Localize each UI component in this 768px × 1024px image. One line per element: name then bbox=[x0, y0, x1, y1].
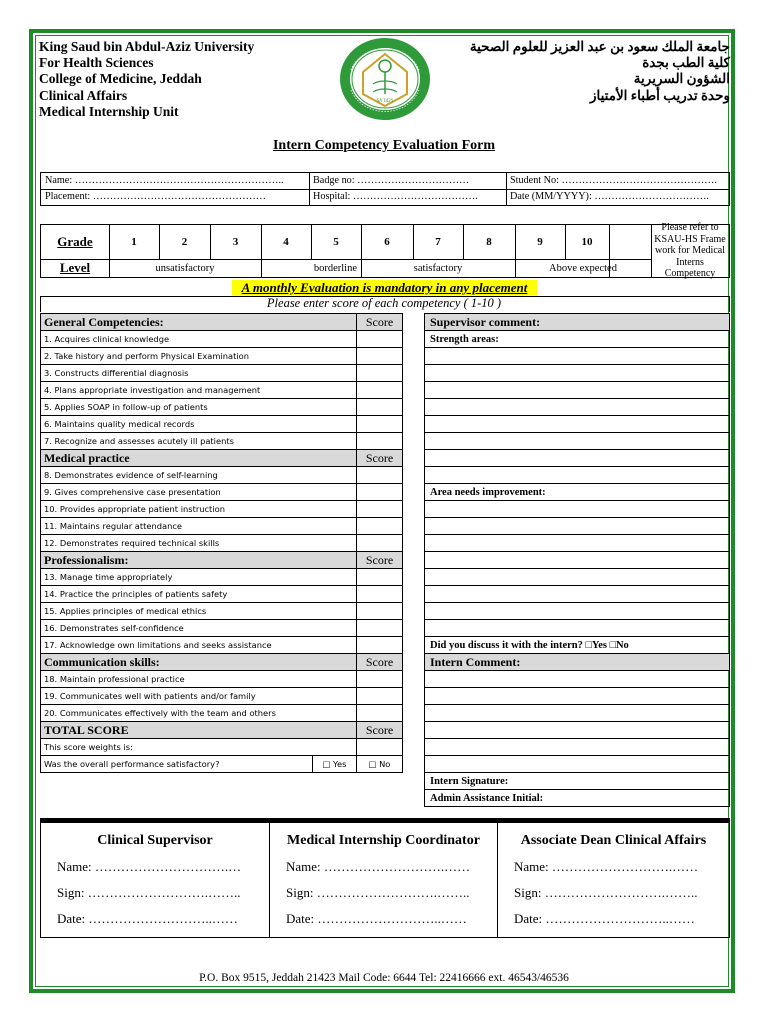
mandatory-notice: A monthly Evaluation is mandatory in any placement bbox=[232, 280, 537, 295]
score-input[interactable] bbox=[357, 688, 403, 705]
comment-row bbox=[425, 331, 730, 348]
comment-row bbox=[425, 484, 730, 501]
signature-section bbox=[40, 823, 730, 938]
divider bbox=[506, 173, 507, 205]
competency-label: 6. Maintains quality medical records bbox=[41, 416, 357, 433]
section-title: Communication skills: bbox=[41, 654, 357, 671]
score-input[interactable] bbox=[357, 569, 403, 586]
header-line: King Saud bin Abdul-Aziz University bbox=[39, 39, 255, 54]
score-input[interactable] bbox=[357, 399, 403, 416]
comment-line bbox=[425, 739, 730, 756]
competency-label: 5. Applies SOAP in follow-up of patients bbox=[41, 399, 357, 416]
competency-label: 11. Maintains regular attendance bbox=[41, 518, 357, 535]
competency-score-table bbox=[40, 313, 403, 773]
grade-number: 9 bbox=[537, 236, 543, 248]
section-header-row bbox=[41, 314, 403, 331]
comment-line bbox=[425, 416, 730, 433]
improvement-input-line[interactable] bbox=[425, 535, 730, 552]
strength-input-line[interactable] bbox=[425, 382, 730, 399]
hospital-field[interactable]: Hospital: ………………………………. bbox=[313, 191, 478, 202]
strength-input-line[interactable] bbox=[425, 433, 730, 450]
signature-title: Medical Internship Coordinator bbox=[287, 833, 480, 848]
score-input[interactable] bbox=[357, 535, 403, 552]
strength-input-line[interactable] bbox=[425, 467, 730, 484]
score-input[interactable] bbox=[357, 705, 403, 722]
intern-comment-heading: Intern Comment: bbox=[425, 654, 730, 671]
overall-yes-checkbox[interactable]: □ Yes bbox=[313, 756, 357, 773]
overall-row bbox=[41, 756, 403, 773]
header-line: For Health Sciences bbox=[39, 55, 154, 71]
header-line: وحدة تدريب أطباء الأمتياز bbox=[589, 87, 730, 103]
signature-name-field[interactable]: Name: ……………………….…… bbox=[514, 859, 699, 874]
signature-sign-field[interactable]: Sign: ……………………….…….. bbox=[514, 885, 698, 900]
section-title: TOTAL SCORE bbox=[41, 722, 357, 739]
improvement-input-line[interactable] bbox=[425, 586, 730, 603]
header-line: Clinical Affairs bbox=[39, 87, 128, 103]
competency-row bbox=[41, 603, 403, 620]
overall-question: Was the overall performance satisfactory? bbox=[41, 756, 313, 773]
info-row bbox=[41, 173, 729, 190]
competency-row bbox=[41, 620, 403, 637]
score-header: Score bbox=[357, 722, 403, 739]
comment-line bbox=[425, 569, 730, 586]
signature-name-field[interactable]: Name: ……………………….…… bbox=[286, 859, 471, 874]
grade-number: 4 bbox=[283, 236, 289, 248]
student-number-field[interactable]: Student No: ………………………………………. bbox=[510, 175, 717, 186]
score-instruction: Please enter score of each competency ( 1-10 ) bbox=[266, 296, 502, 310]
competency-label: 20. Communicates effectively with the team and others bbox=[41, 705, 357, 722]
score-input[interactable] bbox=[357, 671, 403, 688]
competency-row bbox=[41, 484, 403, 501]
competency-label: 9. Gives comprehensive case presentation bbox=[41, 484, 357, 501]
header-line: College of Medicine, Jeddah bbox=[39, 71, 202, 87]
signature-sign-field[interactable]: Sign: ……………………….…….. bbox=[57, 885, 241, 900]
score-header: Score bbox=[357, 654, 403, 671]
comment-line bbox=[425, 382, 730, 399]
comment-line bbox=[425, 450, 730, 467]
date-field[interactable]: Date (MM/YYYY): ……………………………. bbox=[510, 191, 709, 202]
signature-title: Associate Dean Clinical Affairs bbox=[520, 833, 707, 848]
score-input[interactable] bbox=[357, 518, 403, 535]
grade-number: 2 bbox=[181, 236, 188, 248]
improvement-areas-label: Area needs improvement: bbox=[425, 484, 730, 501]
comment-line bbox=[425, 671, 730, 688]
comment-line bbox=[425, 722, 730, 739]
competency-label: 1. Acquires clinical knowledge bbox=[41, 331, 357, 348]
grade-number: 8 bbox=[486, 236, 492, 248]
signature-sign-field[interactable]: Sign: ……………………….…….. bbox=[286, 885, 470, 900]
header-line: الشؤون السريرية bbox=[633, 71, 730, 87]
signature-date-field[interactable]: Date: ………………………..…… bbox=[514, 911, 695, 926]
section-header-row bbox=[41, 552, 403, 569]
competency-row bbox=[41, 637, 403, 654]
improvement-input-line[interactable] bbox=[425, 518, 730, 535]
competency-row bbox=[41, 331, 403, 348]
competency-label: 4. Plans appropriate investigation and management bbox=[41, 382, 357, 399]
total-score-row bbox=[41, 722, 403, 739]
overall-no-checkbox[interactable]: □ No bbox=[357, 756, 403, 773]
section-title: General Competencies: bbox=[41, 314, 357, 331]
divider bbox=[309, 173, 310, 205]
placement-field[interactable]: Placement: …………………………………………… bbox=[45, 191, 266, 202]
university-seal-logo bbox=[337, 36, 433, 122]
score-header: Score bbox=[357, 450, 403, 467]
intern-comment-input-line[interactable] bbox=[425, 688, 730, 705]
score-input[interactable] bbox=[357, 348, 403, 365]
header-arabic bbox=[470, 39, 730, 104]
intern-comment-input-line[interactable] bbox=[425, 671, 730, 688]
header-line: كلية الطب بجدة bbox=[642, 55, 730, 71]
intern-signature-field[interactable]: Intern Signature: bbox=[425, 773, 730, 790]
signature-row bbox=[425, 773, 730, 790]
competency-label: 19. Communicates well with patients and/or family bbox=[41, 688, 357, 705]
competency-label: 10. Provides appropriate patient instruction bbox=[41, 501, 357, 518]
competency-row bbox=[41, 416, 403, 433]
competency-row bbox=[41, 348, 403, 365]
comment-line bbox=[425, 603, 730, 620]
comments-table bbox=[424, 313, 730, 807]
score-input[interactable] bbox=[357, 484, 403, 501]
improvement-input-line[interactable] bbox=[425, 620, 730, 637]
svg-text:SA 1425: SA 1425 bbox=[376, 98, 394, 103]
score-input[interactable] bbox=[357, 586, 403, 603]
associate-dean-block bbox=[497, 823, 729, 937]
competency-row bbox=[41, 535, 403, 552]
grade-number: 10 bbox=[581, 236, 593, 248]
competency-row bbox=[41, 586, 403, 603]
intern-comment-input-line[interactable] bbox=[425, 756, 730, 773]
competency-label: 7. Recognize and assesses acutely ill patients bbox=[41, 433, 357, 450]
improvement-input-line[interactable] bbox=[425, 501, 730, 518]
discussion-row bbox=[425, 637, 730, 654]
competency-row bbox=[41, 688, 403, 705]
level-text: Above expected bbox=[549, 262, 617, 274]
competency-row bbox=[41, 365, 403, 382]
signature-name-field[interactable]: Name: ………………………….… bbox=[57, 859, 242, 874]
info-row bbox=[41, 189, 729, 205]
intern-comment-input-line[interactable] bbox=[425, 739, 730, 756]
comment-line bbox=[425, 399, 730, 416]
comment-line bbox=[425, 688, 730, 705]
section-header-row bbox=[41, 450, 403, 467]
improvement-input-line[interactable] bbox=[425, 569, 730, 586]
score-input[interactable] bbox=[357, 603, 403, 620]
competency-label: 17. Acknowledge own limitations and seeks assistance bbox=[41, 637, 357, 654]
competency-row bbox=[41, 382, 403, 399]
header-english bbox=[39, 39, 254, 120]
level-text: satisfactory bbox=[413, 262, 463, 274]
name-field[interactable]: Name: …………………………………………………….. bbox=[45, 175, 284, 186]
competency-row bbox=[41, 399, 403, 416]
header-line: جامعة الملك سعود بن عبد العزيز للعلوم الصحية bbox=[469, 39, 730, 54]
comment-line bbox=[425, 365, 730, 382]
level-text: borderline bbox=[313, 262, 357, 274]
competency-label: 15. Applies principles of medical ethics bbox=[41, 603, 357, 620]
improvement-input-line[interactable] bbox=[425, 603, 730, 620]
comment-line bbox=[425, 433, 730, 450]
weights-label: This score weights is: bbox=[41, 739, 357, 756]
competency-label: 3. Constructs differential diagnosis bbox=[41, 365, 357, 382]
score-header: Score bbox=[357, 552, 403, 569]
level-label: Level bbox=[59, 260, 91, 275]
competency-label: 18. Maintain professional practice bbox=[41, 671, 357, 688]
clinical-supervisor-block bbox=[41, 823, 269, 937]
admin-initial-field[interactable]: Admin Assistance Initial: bbox=[425, 790, 730, 807]
weights-row bbox=[41, 739, 403, 756]
comment-line bbox=[425, 501, 730, 518]
internship-coordinator-block bbox=[269, 823, 497, 937]
competency-label: 12. Demonstrates required technical skills bbox=[41, 535, 357, 552]
competency-row bbox=[41, 433, 403, 450]
comment-header-row bbox=[425, 654, 730, 671]
competency-row bbox=[41, 501, 403, 518]
grade-number: 6 bbox=[384, 236, 390, 248]
competency-row bbox=[41, 705, 403, 722]
grade-label: Grade bbox=[57, 234, 93, 249]
comment-line bbox=[425, 586, 730, 603]
comment-line bbox=[425, 756, 730, 773]
score-input[interactable] bbox=[357, 501, 403, 518]
level-text: unsatisfactory bbox=[155, 262, 215, 274]
header-line: Medical Internship Unit bbox=[39, 103, 179, 119]
comment-line bbox=[425, 705, 730, 722]
signature-date-field[interactable]: Date: ………………………..…… bbox=[286, 911, 467, 926]
grade-number: 3 bbox=[232, 236, 239, 248]
signature-row bbox=[425, 790, 730, 807]
strength-areas-label: Strength areas: bbox=[425, 331, 730, 348]
discussion-question[interactable]: Did you discuss it with the intern? □Yes □No bbox=[425, 637, 730, 654]
badge-field[interactable]: Badge no: …………………………… bbox=[313, 175, 470, 186]
score-input[interactable] bbox=[357, 637, 403, 654]
competency-label: 13. Manage time appropriately bbox=[41, 569, 357, 586]
score-input[interactable] bbox=[357, 467, 403, 484]
competency-label: 16. Demonstrates self-confidence bbox=[41, 620, 357, 637]
comment-line bbox=[425, 620, 730, 637]
section-header-row bbox=[41, 654, 403, 671]
intern-comment-input-line[interactable] bbox=[425, 705, 730, 722]
score-header: Score bbox=[357, 314, 403, 331]
improvement-input-line[interactable] bbox=[425, 552, 730, 569]
competency-row bbox=[41, 671, 403, 688]
grade-number: 7 bbox=[435, 236, 441, 248]
comment-line bbox=[425, 552, 730, 569]
competency-label: 8. Demonstrates evidence of self-learning bbox=[41, 467, 357, 484]
strength-input-line[interactable] bbox=[425, 416, 730, 433]
supervisor-comment-heading: Supervisor comment: bbox=[425, 314, 730, 331]
strength-input-line[interactable] bbox=[425, 399, 730, 416]
score-input[interactable] bbox=[357, 365, 403, 382]
section-title: Medical practice bbox=[41, 450, 357, 467]
intern-info-table bbox=[40, 172, 730, 206]
grade-scale-table bbox=[40, 224, 730, 278]
comment-line bbox=[425, 535, 730, 552]
score-input[interactable] bbox=[357, 416, 403, 433]
framework-reference-note: Please refer to KSAU-HS Frame work for Medical Interns Competency bbox=[654, 222, 726, 280]
competency-row bbox=[41, 467, 403, 484]
section-title: Professionalism: bbox=[41, 552, 357, 569]
comment-header-row bbox=[425, 314, 730, 331]
score-input[interactable] bbox=[357, 331, 403, 348]
comment-line bbox=[425, 518, 730, 535]
competency-row bbox=[41, 518, 403, 535]
score-input[interactable] bbox=[357, 433, 403, 450]
competency-row bbox=[41, 569, 403, 586]
signature-date-field[interactable]: Date: ………………………..…… bbox=[57, 911, 238, 926]
comment-line bbox=[425, 467, 730, 484]
score-input[interactable] bbox=[357, 620, 403, 637]
grade-number: 5 bbox=[333, 236, 339, 248]
competency-label: 2. Take history and perform Physical Examination bbox=[41, 348, 357, 365]
form-title: Intern Competency Evaluation Form bbox=[272, 138, 496, 153]
strength-input-line[interactable] bbox=[425, 365, 730, 382]
signature-title: Clinical Supervisor bbox=[97, 833, 213, 848]
competency-label: 14. Practice the principles of patients safety bbox=[41, 586, 357, 603]
comment-line bbox=[425, 348, 730, 365]
intern-comment-input-line[interactable] bbox=[425, 722, 730, 739]
total-score-input[interactable] bbox=[357, 739, 403, 756]
strength-input-line[interactable] bbox=[425, 348, 730, 365]
grade-number: 1 bbox=[131, 236, 137, 248]
score-input[interactable] bbox=[357, 382, 403, 399]
strength-input-line[interactable] bbox=[425, 450, 730, 467]
footer-contact: P.O. Box 9515, Jeddah 21423 Mail Code: 6644 Tel: 22416666 ext. 46543/46536 bbox=[199, 972, 569, 984]
